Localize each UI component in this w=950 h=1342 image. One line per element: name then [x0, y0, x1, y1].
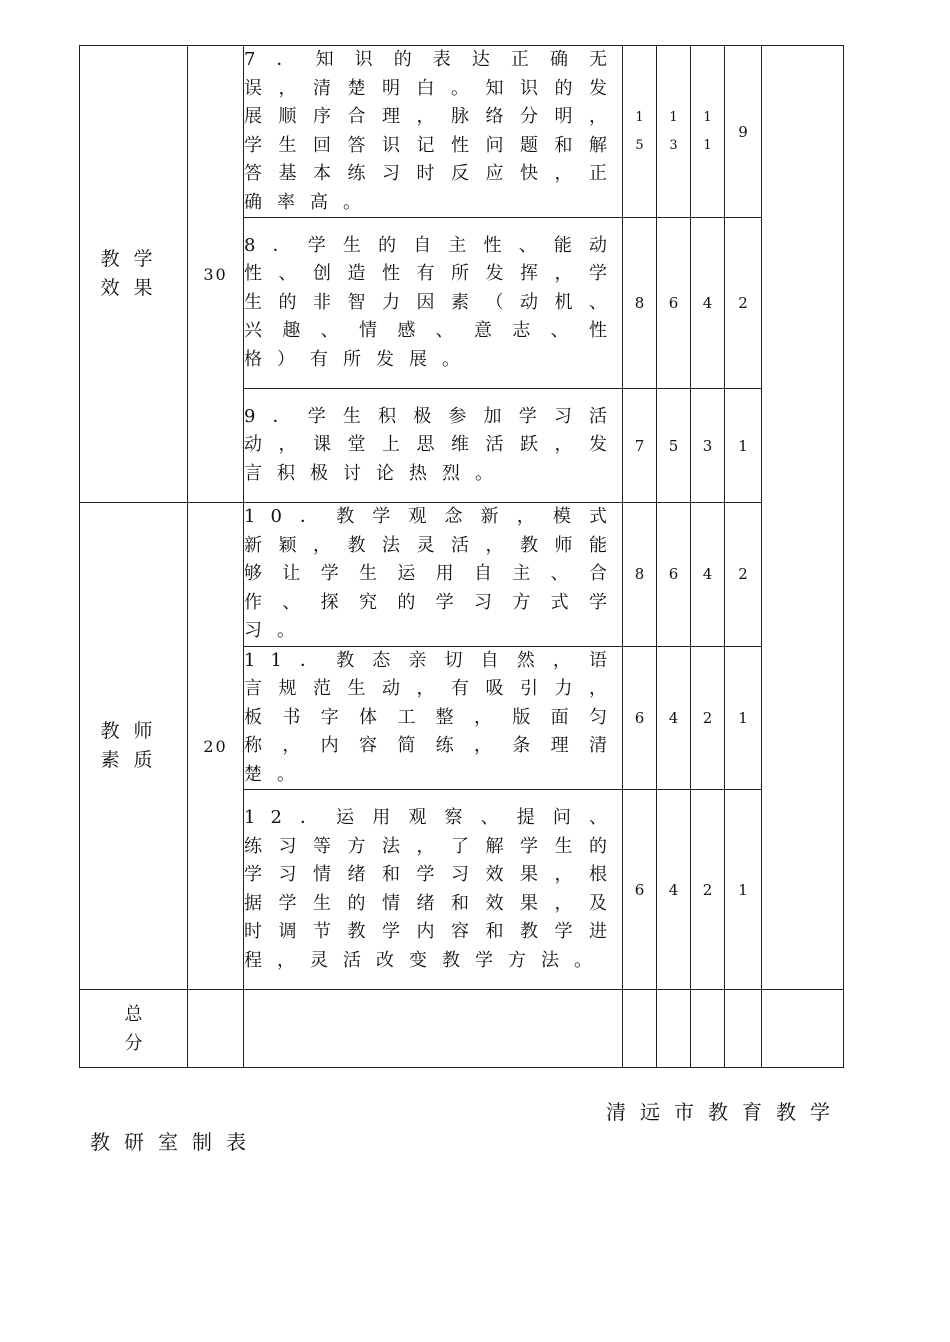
score-cell: 4	[691, 218, 725, 389]
score-cell: 13	[657, 46, 691, 218]
score-cell: 4	[657, 790, 691, 990]
score-cell: 1	[725, 389, 762, 503]
total-label: 总分	[80, 990, 188, 1068]
score-cell: 2	[691, 790, 725, 990]
footer-issuer-line1: 清远市教育教学	[606, 1100, 844, 1124]
table-row	[80, 503, 844, 647]
score-cell: 6	[623, 646, 657, 790]
remarks-cell	[762, 46, 844, 990]
total-remarks-cell	[762, 990, 844, 1068]
total-score-cell	[657, 990, 691, 1068]
score-cell: 8	[623, 503, 657, 647]
total-score-cell	[725, 990, 762, 1068]
score-cell: 9	[725, 46, 762, 218]
total-row	[80, 990, 844, 1068]
total-score-cell	[691, 990, 725, 1068]
footer-issuer-line2: 教研室制表	[90, 1130, 260, 1154]
total-points-cell	[188, 990, 244, 1068]
score-cell: 6	[657, 218, 691, 389]
score-cell: 7	[623, 389, 657, 503]
score-cell: 1	[725, 790, 762, 990]
criterion-text: 9．学生积极参加学习活动，课堂上思维活跃，发言积极讨论热烈。	[244, 389, 623, 503]
criterion-text: 11．教态亲切自然，语言规范生动，有吸引力，板书字体工整，版面匀称，内容简练，条理清楚。	[244, 646, 623, 790]
criterion-text: 12．运用观察、提问、练习等方法，了解学生的学习情绪和学习效果，根据学生的情绪和效果，及时调节教学内容和教学进程，灵活改变教学方法。	[244, 790, 623, 990]
category-points: 30	[188, 46, 244, 503]
criterion-text: 7．知识的表达正确无误，清楚明白。知识的发展顺序合理，脉络分明，学生回答识记性问题和解答基本练习时反应快，正确率高。	[244, 46, 623, 218]
total-desc-cell	[244, 990, 623, 1068]
evaluation-table	[79, 45, 844, 1068]
total-score-cell	[623, 990, 657, 1068]
score-cell: 3	[691, 389, 725, 503]
score-cell: 4	[657, 646, 691, 790]
score-cell: 4	[691, 503, 725, 647]
score-cell: 11	[691, 46, 725, 218]
score-cell: 6	[623, 790, 657, 990]
category-points: 20	[188, 503, 244, 990]
score-cell: 2	[691, 646, 725, 790]
score-cell: 5	[657, 389, 691, 503]
table-row	[80, 46, 844, 218]
category-teaching-effect: 教学效果	[80, 46, 188, 503]
score-cell: 1	[725, 646, 762, 790]
score-cell: 2	[725, 503, 762, 647]
score-cell: 6	[657, 503, 691, 647]
score-cell: 2	[725, 218, 762, 389]
criterion-text: 10．教学观念新，模式新颖，教法灵活，教师能够让学生运用自主、合作、探究的学习方式学习。	[244, 503, 623, 647]
score-cell: 15	[623, 46, 657, 218]
criterion-text: 8．学生的自主性、能动性、创造性有所发挥，学生的非智力因素（动机、兴趣、情感、意志、性格）有所发展。	[244, 218, 623, 389]
category-teacher-quality: 教师素质	[80, 503, 188, 990]
score-cell: 8	[623, 218, 657, 389]
